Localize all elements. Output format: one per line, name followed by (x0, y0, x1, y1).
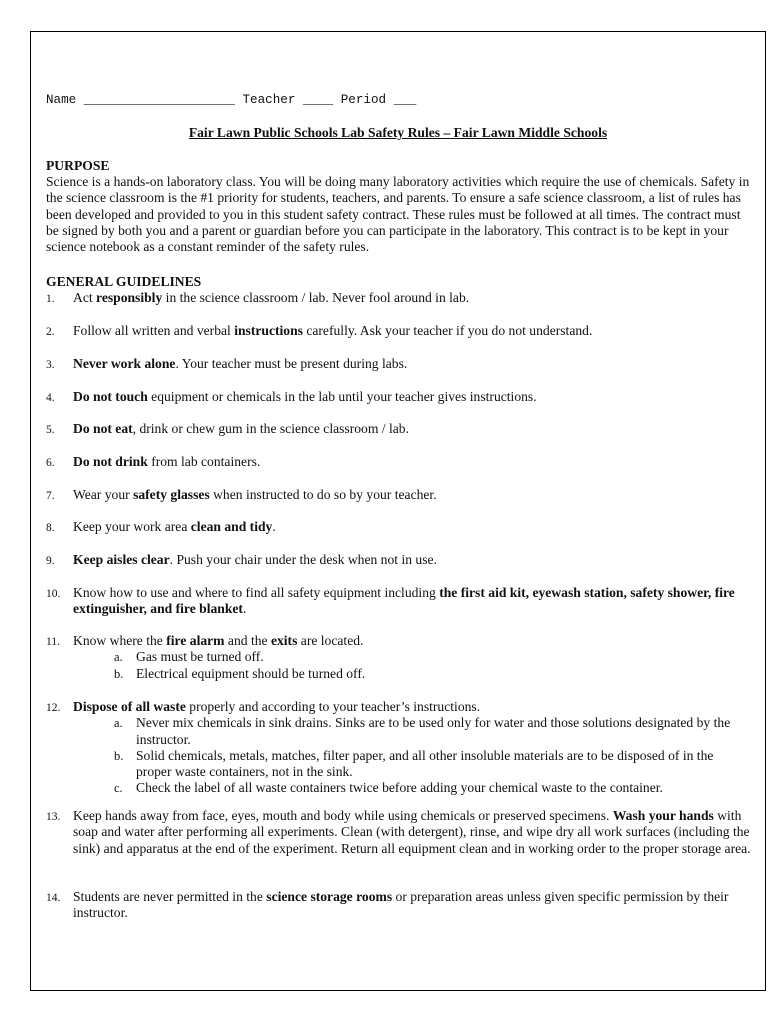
subitem-label: a. (114, 716, 123, 731)
purpose-paragraph: Science is a hands-on laboratory class. You will be doing many laboratory activities which require the use of chemicals. Safety in the science classroom is the #1 priority for students, teachers, and parents. To ensure a safe science classroom, a list of rules has been developed and provided to you in this student safety contract. These rules must be followed at all times. The contract must be signed by both you and a parent or guardian before you can participate in the laboratory. This contract is to be kept in your science notebook as a constant reminder of the safety rules. (46, 174, 750, 255)
guideline-text (73, 808, 751, 857)
document-page (30, 31, 766, 991)
guideline-number: 2. (46, 326, 55, 338)
guideline-text (73, 889, 751, 922)
guideline-text-run: properly and according to your teacher’s instructions. (185, 699, 481, 714)
guideline-item (46, 585, 751, 618)
guideline-item (46, 323, 751, 339)
guideline-text-run: Keep hands away from face, eyes, mouth and body while using chemicals or preserved specimens. (73, 808, 613, 823)
guideline-emphasis: exits (270, 633, 298, 648)
guideline-emphasis: safety glasses (133, 487, 210, 502)
guideline-text-run: from lab containers. (147, 454, 261, 469)
guideline-number: 8. (46, 522, 55, 534)
guideline-item (46, 421, 751, 437)
guideline-subitem (114, 665, 751, 682)
guideline-number: 1. (46, 293, 55, 305)
subitem-text: Electrical equipment should be turned off. (136, 665, 366, 681)
guideline-item (46, 356, 751, 372)
guideline-number: 7. (46, 490, 55, 502)
guideline-number: 9. (46, 555, 55, 567)
guideline-text (73, 699, 751, 715)
subitem-label: b. (114, 666, 124, 681)
subitem-text: Never mix chemicals in sink drains. Sinks are to be used only for water and those solutions designated by the instructor. (136, 715, 731, 747)
guideline-item (46, 487, 751, 503)
guideline-text-run: carefully. Ask your teacher if you do not understand. (302, 323, 593, 338)
guideline-text (73, 487, 751, 503)
guideline-text-run: Know where the (73, 633, 167, 648)
guideline-number: 4. (46, 392, 55, 404)
guideline-number: 13. (46, 811, 61, 823)
guideline-text-run: Keep your work area (73, 519, 191, 534)
subitem-text: Check the label of all waste containers twice before adding your chemical waste to the container. (136, 780, 663, 796)
guideline-text-run: in the science classroom / lab. Never fool around in lab. (162, 290, 470, 305)
guideline-item (46, 699, 751, 797)
guideline-text-run: . (242, 601, 247, 617)
guideline-text (73, 356, 751, 372)
subitem-text: Gas must be turned off. (136, 649, 264, 665)
guideline-text (73, 552, 751, 568)
guideline-text (73, 323, 751, 339)
subitem-label: b. (114, 748, 124, 763)
guideline-text-run: with soap and water after performing all experiments. Clean (with detergent), rinse, and wipe dry all work surfaces (including the sink) and apparatus at the end of the experiment. Return all equipment clean and in working order to the proper storage area. (73, 808, 751, 856)
guideline-text (73, 389, 751, 405)
guideline-number: 3. (46, 359, 55, 371)
guideline-number: 11. (46, 636, 60, 648)
guideline-item (46, 454, 751, 470)
guideline-text-run: Act (73, 290, 97, 305)
guideline-emphasis: Do not eat (73, 421, 133, 436)
guideline-subitem (114, 649, 751, 665)
guideline-text (73, 519, 751, 535)
guideline-text-run: Wear your (73, 487, 134, 502)
document-title (31, 125, 765, 141)
guideline-emphasis: science storage rooms (266, 889, 393, 904)
guideline-text-run: and the (224, 633, 271, 648)
guideline-emphasis: Do not touch (73, 389, 148, 404)
guideline-item (46, 519, 751, 535)
guideline-subitem (114, 780, 751, 796)
guideline-number: 12. (46, 702, 61, 714)
guideline-text-run: or preparation areas unless given specific permission by their instructor. (73, 889, 729, 921)
guideline-text-run: Know how to use and where to find all safety equipment including (73, 585, 440, 600)
guideline-emphasis: responsibly (96, 290, 163, 305)
guideline-number: 10. (46, 588, 61, 600)
guideline-item (46, 808, 751, 857)
guideline-text-run: Students are never permitted in the (73, 889, 267, 904)
guideline-text (73, 585, 751, 618)
guideline-text-run: Follow all written and verbal (73, 323, 235, 338)
guideline-text-run: when instructed to do so by your teacher. (209, 487, 437, 502)
guideline-text-run: , drink or chew gum in the science classroom / lab. (132, 421, 409, 436)
guideline-text-run: . Your teacher must be present during labs. (175, 356, 408, 371)
purpose-heading: PURPOSE (46, 158, 110, 173)
guideline-text-run: equipment or chemicals in the lab until your teacher gives instructions. (147, 389, 537, 404)
guideline-item (46, 633, 751, 682)
general-guidelines-heading: GENERAL GUIDELINES (46, 274, 202, 289)
document-title-text: Fair Lawn Public Schools Lab Safety Rules – Fair Lawn Middle Schools (188, 125, 608, 140)
guideline-number: 14. (46, 892, 61, 904)
subitem-label: c. (114, 781, 123, 796)
guideline-emphasis: Keep aisles clear (73, 552, 170, 567)
name-teacher-period-line: Name ____________________ Teacher ____ Period ___ (46, 93, 417, 107)
guideline-item (46, 290, 751, 306)
guideline-text-run: . Push your chair under the desk when not in use. (169, 552, 437, 567)
guideline-text (73, 290, 751, 306)
guideline-text (73, 454, 751, 470)
guideline-number: 6. (46, 457, 55, 469)
guideline-emphasis: the first aid kit, eyewash station, safety shower, fire extinguisher, and fire blanket (73, 585, 735, 617)
guideline-emphasis: instructions (234, 323, 303, 338)
guideline-item (46, 389, 751, 405)
subitem-label: a. (114, 650, 123, 665)
guideline-emphasis: Wash your hands (612, 808, 714, 823)
guideline-text (73, 633, 751, 649)
guideline-subitem (114, 747, 751, 781)
guideline-emphasis: clean and tidy (190, 519, 273, 534)
guideline-text (73, 421, 751, 437)
guideline-emphasis: fire alarm (166, 633, 225, 648)
guideline-emphasis: Do not drink (73, 454, 148, 469)
guideline-emphasis: Dispose of all waste (73, 699, 186, 714)
guideline-emphasis: Never work alone (73, 356, 176, 371)
guideline-subitem (114, 715, 751, 748)
guideline-text-run: are located. (297, 633, 364, 648)
guideline-text-run: . (272, 519, 276, 534)
subitem-text: Solid chemicals, metals, matches, filter paper, and all other insoluble materials are to be disposed of in the proper waste containers, not in the sink. (136, 747, 714, 780)
guideline-number: 5. (46, 424, 55, 436)
guideline-item (46, 552, 751, 568)
guideline-item (46, 889, 751, 922)
